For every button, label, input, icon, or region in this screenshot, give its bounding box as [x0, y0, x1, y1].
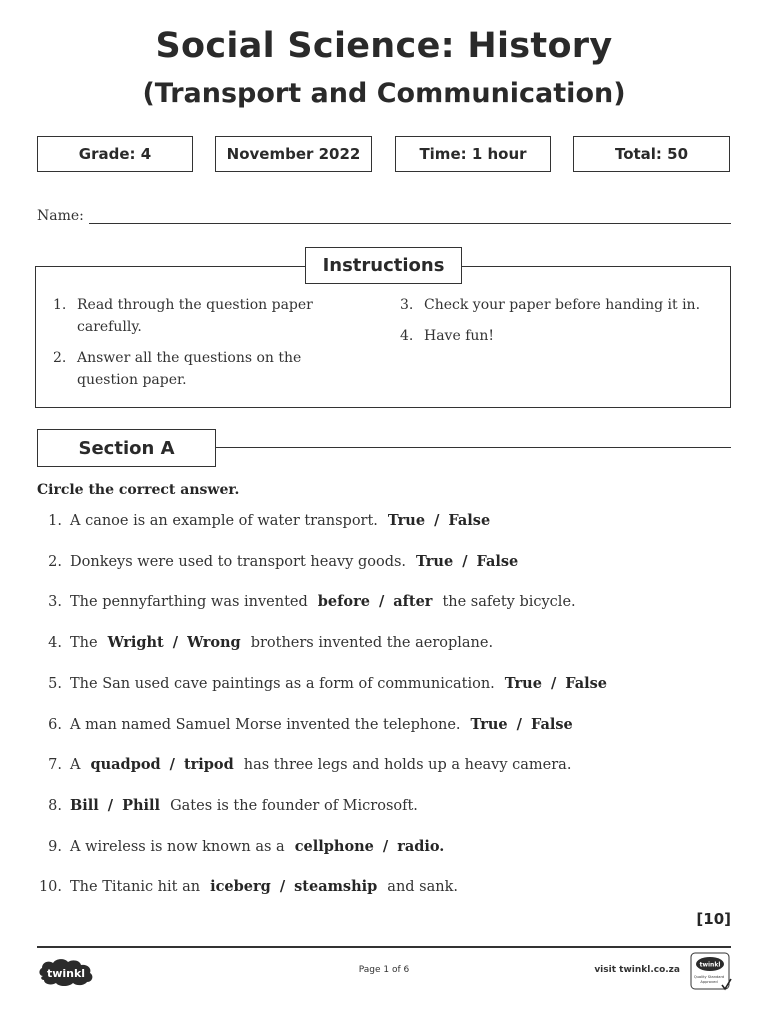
question-text: and sank.	[387, 879, 458, 896]
question-text: The San used cave paintings as a form of communication.	[70, 675, 495, 692]
visit-link[interactable]: visit twinkl.co.za	[594, 965, 680, 975]
question-text: A	[70, 757, 81, 774]
answer-option[interactable]: False	[565, 674, 608, 692]
answer-option[interactable]: True	[504, 674, 542, 692]
answer-option[interactable]: True	[470, 715, 508, 733]
question-instruction: Circle the correct answer.	[37, 482, 240, 498]
question-number: 7.	[48, 757, 62, 774]
question-text: Donkeys were used to transport heavy goods.	[70, 553, 407, 570]
option-separator: /	[462, 552, 468, 570]
answer-option[interactable]: Wrong	[187, 634, 241, 652]
option-separator: /	[169, 756, 175, 774]
instructions-title: Instructions	[305, 247, 462, 284]
date-box: November 2022	[215, 136, 372, 172]
instruction-text: Have fun!	[424, 328, 495, 344]
question-item	[30, 797, 418, 817]
answer-option[interactable]: tripod	[183, 756, 234, 774]
question-text: The	[70, 635, 98, 652]
question-item	[30, 675, 607, 695]
name-row	[37, 208, 731, 228]
question-text: Gates is the founder of Microsoft.	[170, 797, 418, 814]
question-item	[30, 878, 458, 898]
answer-option[interactable]: before	[317, 593, 370, 611]
question-text: brothers invented the aeroplane.	[250, 635, 494, 652]
instruction-text: Check your paper before handing it in.	[424, 297, 701, 313]
question-text: A man named Samuel Morse invented the telephone.	[70, 716, 461, 733]
question-number: 4.	[48, 635, 62, 652]
question-text: the safety bicycle.	[442, 594, 576, 611]
option-separator: /	[434, 512, 440, 529]
answer-option[interactable]: False	[448, 512, 491, 529]
question-number: 2.	[48, 553, 62, 570]
instruction-text: Read through the question paper carefully.	[77, 297, 313, 335]
question-item	[30, 553, 518, 573]
instruction-text: Answer all the questions on the question paper.	[77, 350, 302, 388]
question-item	[30, 716, 573, 736]
answer-option[interactable]: radio.	[397, 837, 445, 855]
quality-badge-icon	[690, 952, 732, 992]
question-number: 6.	[48, 716, 62, 733]
section-title: Section A	[37, 429, 216, 467]
question-number: 8.	[48, 797, 62, 814]
question-number: 5.	[48, 675, 62, 692]
footer-divider	[37, 946, 731, 948]
answer-option[interactable]: True	[387, 512, 426, 529]
instruction-number: 3.	[400, 297, 414, 313]
instruction-item	[53, 347, 363, 391]
instruction-item	[53, 294, 363, 338]
question-text: A canoe is an example of water transport.	[70, 513, 378, 529]
name-label: Name:	[37, 208, 84, 224]
answer-option[interactable]: Phill	[122, 796, 161, 814]
instruction-item	[400, 294, 720, 316]
question-item	[30, 512, 490, 532]
answer-option[interactable]: False	[530, 715, 573, 733]
question-item	[30, 634, 493, 654]
option-separator: /	[107, 796, 114, 814]
question-item	[30, 838, 444, 858]
badge-line1: Quality Standard	[693, 975, 725, 979]
answer-option[interactable]: False	[476, 552, 519, 570]
total-box: Total: 50	[573, 136, 730, 172]
instruction-item	[400, 325, 720, 347]
page-title: Social Science: History	[155, 26, 613, 66]
name-field[interactable]	[89, 223, 731, 224]
answer-option[interactable]: cellphone	[294, 837, 374, 855]
marks-total: [10]	[696, 910, 731, 928]
badge-line2: Approved	[700, 980, 718, 984]
option-separator: /	[172, 634, 179, 652]
question-item	[30, 756, 571, 776]
question-text: has three legs and holds up a heavy camera.	[243, 757, 572, 774]
instruction-number: 2.	[53, 350, 67, 366]
answer-option[interactable]: after	[393, 593, 433, 611]
question-number: 3.	[48, 594, 62, 611]
question-item	[30, 593, 576, 613]
instruction-number: 1.	[53, 297, 67, 313]
time-box: Time: 1 hour	[395, 136, 551, 172]
grade-box: Grade: 4	[37, 136, 193, 172]
question-number: 9.	[48, 838, 62, 855]
badge-logo-text: twinkl	[699, 961, 721, 969]
page-number: Page 1 of 6	[358, 965, 410, 975]
option-separator: /	[378, 593, 385, 611]
question-text: The pennyfarthing was invented	[70, 594, 308, 611]
question-text: A wireless is now known as a	[70, 838, 285, 855]
page-subtitle: (Transport and Communication)	[142, 78, 626, 109]
answer-option[interactable]: iceberg	[210, 878, 271, 896]
question-number: 1.	[48, 513, 62, 529]
option-separator: /	[550, 674, 557, 692]
answer-option[interactable]: quadpod	[90, 756, 161, 774]
logo-text: twinkl	[46, 967, 86, 980]
option-separator: /	[382, 837, 389, 855]
answer-option[interactable]: True	[416, 552, 454, 570]
answer-option[interactable]: Wright	[107, 634, 164, 652]
question-number: 10.	[38, 879, 62, 896]
option-separator: /	[279, 878, 286, 896]
answer-option[interactable]: steamship	[294, 878, 378, 896]
instruction-number: 4.	[400, 328, 414, 344]
section-divider	[216, 447, 731, 448]
option-separator: /	[516, 715, 522, 733]
question-text: The Titanic hit an	[70, 879, 201, 896]
answer-option[interactable]: Bill	[70, 796, 99, 814]
